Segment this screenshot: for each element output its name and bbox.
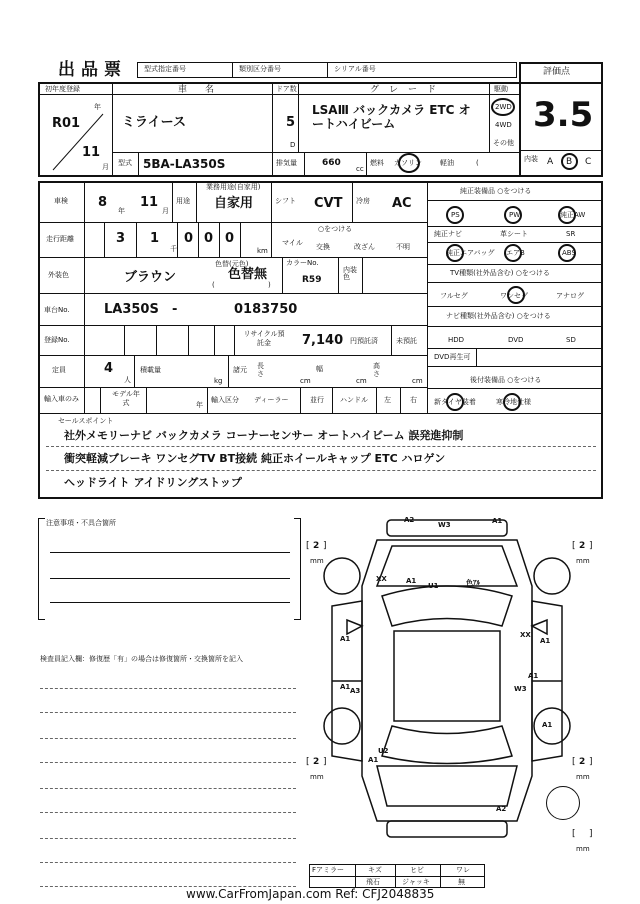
opt-sr: SR bbox=[566, 230, 576, 238]
color-paren-open: ( bbox=[212, 281, 215, 289]
drive-2wd-circle bbox=[491, 98, 515, 116]
vehicle-name: ミライース bbox=[122, 115, 186, 130]
chassis-prefix: LA350S bbox=[104, 302, 159, 317]
tire-tl-close: ] bbox=[323, 541, 327, 551]
opt-abs: ABS bbox=[562, 249, 576, 257]
mark-door-right-3: A1 bbox=[528, 672, 539, 680]
sales-points-line-2: 衝突軽減ブレーキ ワンセグTV BT接続 純正ホイールキャップ ETC ハロゲン bbox=[64, 452, 446, 465]
mark-door-right-2: A1 bbox=[540, 637, 551, 645]
opt-airbag-circle bbox=[446, 244, 464, 262]
tire-tl-open: [ bbox=[306, 541, 310, 551]
after-new-tire-circle bbox=[446, 393, 464, 411]
tv-header: TV種類(社外品含む) ○をつける bbox=[450, 269, 550, 277]
recycle-value: 7,140 bbox=[302, 333, 344, 348]
tv-oneseg-circle bbox=[507, 286, 525, 304]
fuel-value: ガソリン bbox=[394, 159, 422, 167]
serial-box bbox=[327, 62, 517, 78]
sales-points-line-1: 社外メモリーナビ バックカメラ コーナーセンサー オートハイビーム 誤発進抑制 bbox=[64, 429, 464, 442]
category-label: 類別区分番号 bbox=[239, 65, 281, 73]
glass-header-4: ワレ bbox=[456, 866, 470, 874]
navi-dvd: DVD bbox=[508, 336, 524, 344]
model-year-label: モデル年式 bbox=[112, 390, 140, 407]
dims-label: 諸元 bbox=[233, 366, 247, 374]
sales-points-label: セールスポイント bbox=[58, 417, 114, 425]
genuine-header: 純正装備品 ○をつける bbox=[460, 187, 532, 195]
mark-door-left: A1 bbox=[340, 635, 351, 643]
mileage-digit-3: 0 bbox=[184, 231, 194, 246]
first-reg-slash bbox=[48, 112, 108, 172]
kg-unit: kg bbox=[214, 377, 223, 385]
handle-label: ハンドル bbox=[340, 396, 368, 404]
opt-ps: PS bbox=[451, 211, 460, 219]
shift-label: シフト bbox=[275, 197, 296, 205]
usage-header: 業務用途(自家用) bbox=[206, 183, 261, 191]
mileage-digit-1: 3 bbox=[116, 231, 126, 246]
width-unit: cm bbox=[356, 377, 367, 385]
mark-fender-left: XX bbox=[376, 575, 387, 583]
recycle-unit: 円預託済 bbox=[350, 337, 378, 345]
navi-sd: SD bbox=[566, 336, 576, 344]
mark-hood-left: A1 bbox=[406, 577, 417, 585]
person-unit: 人 bbox=[124, 376, 131, 384]
glass-header-1: Fアミラー bbox=[312, 866, 345, 874]
tire-spare-unit: mm bbox=[576, 845, 590, 853]
drive-other: その他 bbox=[493, 139, 514, 147]
tire-spare-close: ] bbox=[589, 829, 593, 839]
shaken-month: 11 bbox=[140, 195, 159, 210]
light-oil-label: 軽油 bbox=[440, 159, 454, 167]
chassis-number: 0183750 bbox=[234, 302, 298, 317]
mark-rear-wheel: A1 bbox=[368, 756, 379, 764]
width-label: 幅 bbox=[316, 365, 323, 373]
tv-oneseg: ワンセグ bbox=[500, 292, 528, 300]
name-label: 車名 bbox=[178, 85, 233, 95]
category-box bbox=[232, 62, 328, 78]
evaluation-label: 評価点 bbox=[543, 67, 571, 77]
mile-label: マイル bbox=[282, 239, 303, 247]
caution-label: 注意事項・不具合箇所 bbox=[46, 519, 116, 527]
mileage-digit-5: 0 bbox=[225, 231, 235, 246]
mark-door-right-1: XX bbox=[520, 631, 531, 639]
watermark-text: www.CarFromJapan.com Ref: CFJ2048835 bbox=[186, 887, 435, 901]
grade-label: グレード bbox=[370, 85, 447, 95]
interior-grade-c: C bbox=[585, 157, 592, 167]
length-label: 長さ bbox=[257, 362, 264, 378]
after-chain-circle bbox=[503, 393, 521, 411]
tv-analog: アナログ bbox=[556, 292, 584, 300]
left-label: 左 bbox=[384, 396, 391, 404]
opt-leather: 革シート bbox=[500, 230, 528, 238]
chassis-dash: - bbox=[172, 302, 178, 317]
paren-open: ( bbox=[476, 159, 479, 167]
sales-points-line-3: ヘッドライト アイドリングストップ bbox=[64, 476, 242, 489]
opt-ewin-circle bbox=[504, 244, 522, 262]
drive-2wd: 2WD bbox=[495, 103, 512, 111]
serial-label: シリアル番号 bbox=[334, 65, 376, 73]
fuel-circle bbox=[398, 153, 420, 173]
mileage-digit-2: 1 bbox=[150, 231, 160, 246]
after-header: 後付装備品 ○をつける bbox=[470, 376, 542, 384]
opt-ewin: エアB bbox=[506, 249, 525, 257]
tire-tr-close: ] bbox=[589, 541, 593, 551]
tire-br-value: 2 bbox=[579, 757, 586, 767]
doors-unit: D bbox=[290, 141, 296, 149]
recycle-not: 未預託 bbox=[396, 337, 417, 345]
glass-header-3: ヒビ bbox=[410, 866, 424, 874]
parallel-label: 並行 bbox=[310, 396, 324, 404]
evaluation-score: 3.5 bbox=[533, 95, 594, 135]
thousand-unit: 千 bbox=[170, 245, 177, 253]
import-label: 輸入車のみ bbox=[44, 395, 79, 403]
tire-br-close: ] bbox=[589, 757, 593, 767]
mark-front-bumper: A2 bbox=[404, 516, 415, 524]
opt-abs-circle bbox=[558, 244, 576, 262]
year-unit: 年 bbox=[94, 103, 101, 111]
navi-header: ナビ種類(社外品含む) ○をつける bbox=[446, 312, 551, 320]
capacity-label: 定員 bbox=[52, 366, 66, 374]
opt-ps-circle bbox=[446, 206, 464, 224]
height-label: 高さ bbox=[373, 362, 380, 378]
reg-no-label: 登録No. bbox=[44, 336, 70, 344]
glass-cell-3: ジャッキ bbox=[402, 878, 430, 886]
shift-value: CVT bbox=[314, 196, 343, 211]
interior-label: 内装 bbox=[524, 155, 538, 163]
opt-aw: 純正AW bbox=[560, 211, 586, 219]
color-value: ブラウン bbox=[124, 270, 177, 285]
recycle-label: リサイクル預託金 bbox=[243, 330, 285, 347]
car-damage-diagram bbox=[322, 516, 582, 856]
opt-pw: PW bbox=[509, 211, 521, 219]
month-unit: 月 bbox=[102, 163, 109, 171]
color-paren-close: ) bbox=[268, 281, 271, 289]
tire-spare-open: [ bbox=[572, 829, 576, 839]
unknown-label: 不明 bbox=[396, 243, 410, 251]
chassis-label: 車台No. bbox=[44, 306, 70, 314]
first-reg-label: 初年度登録 bbox=[45, 85, 80, 93]
drive-label: 駆動 bbox=[494, 85, 508, 93]
after-new-tire: 新タイヤ装着 bbox=[434, 398, 476, 406]
shaken-year: 8 bbox=[98, 195, 108, 210]
tire-tl-value: 2 bbox=[313, 541, 320, 551]
km-unit: km bbox=[257, 247, 268, 255]
right-label: 右 bbox=[410, 396, 417, 404]
usage-value: 自家用 bbox=[214, 196, 254, 211]
tire-tr-open: [ bbox=[572, 541, 576, 551]
mark-rear-quarter: U2 bbox=[378, 747, 389, 755]
spare-tire-icon bbox=[546, 786, 580, 820]
doors-value: 5 bbox=[286, 115, 296, 130]
first-reg-era: R01 bbox=[52, 116, 81, 131]
navi-hdd: HDD bbox=[448, 336, 465, 344]
doors-label: ドア数 bbox=[276, 85, 297, 93]
interior-grade-b: B bbox=[566, 157, 573, 167]
model-value: 5BA-LA350S bbox=[143, 157, 226, 171]
mark-rear-bumper: A2 bbox=[496, 805, 507, 813]
aircon-value: AC bbox=[392, 196, 412, 211]
first-reg-month: 11 bbox=[82, 145, 101, 160]
mileage-label: 走行距離 bbox=[46, 235, 74, 243]
mark-front-center: W3 bbox=[438, 521, 451, 529]
shaken-month-unit: 月 bbox=[162, 207, 169, 215]
tire-tr-unit: mm bbox=[576, 557, 590, 565]
mark-door-right-4: W3 bbox=[514, 685, 527, 693]
tire-bl-close: ] bbox=[323, 757, 327, 767]
opt-airbag: 純正エアバッグ bbox=[446, 249, 495, 257]
tire-br-open: [ bbox=[572, 757, 576, 767]
swap-label: 交換 bbox=[316, 243, 330, 251]
model-year-suffix: 年 bbox=[196, 401, 203, 409]
mileage-check-label: ○をつける bbox=[318, 225, 353, 233]
interior-color-label: 内装色 bbox=[343, 266, 357, 281]
glass-header-2: キズ bbox=[368, 866, 382, 874]
mark-hood-center: U1 bbox=[428, 582, 439, 590]
mark-rear-left-2: A1 bbox=[340, 683, 351, 691]
color-change-value: 色替無 bbox=[228, 267, 268, 282]
tire-br-unit: mm bbox=[576, 773, 590, 781]
tire-bl-open: [ bbox=[306, 757, 310, 767]
shaken-label: 車検 bbox=[54, 197, 68, 205]
shaken-year-unit: 年 bbox=[118, 207, 125, 215]
tire-tl-unit: mm bbox=[310, 557, 324, 565]
color-change-label: 色替(元色) bbox=[215, 260, 249, 268]
mark-rear-right: A1 bbox=[542, 721, 553, 729]
mark-front-right: A1 bbox=[492, 517, 503, 525]
displacement-unit: cc bbox=[356, 165, 364, 173]
import-cat-label: 輸入区分 bbox=[211, 396, 239, 404]
drive-4wd: 4WD bbox=[495, 121, 512, 129]
capacity-value: 4 bbox=[104, 361, 114, 376]
color-no-label: カラーNo. bbox=[286, 259, 319, 267]
interior-grade-a: A bbox=[547, 157, 554, 167]
model-code-label: 型式指定番号 bbox=[144, 65, 186, 73]
inspector-label: 検査員記入欄：修復歴「有」の場合は修復箇所・交換箇所を記入 bbox=[40, 655, 243, 663]
glass-cell-2: 飛石 bbox=[366, 878, 380, 886]
tv-fullseg: フルセグ bbox=[440, 292, 468, 300]
displacement-value: 660 bbox=[322, 158, 341, 168]
altered-label: 改ざん bbox=[354, 243, 375, 251]
dealer-label: ディーラー bbox=[254, 396, 289, 404]
fuel-label: 燃料 bbox=[370, 159, 384, 167]
opt-aw-circle bbox=[558, 206, 576, 224]
usage-label: 用途 bbox=[176, 197, 190, 205]
opt-navi: 純正ナビ bbox=[434, 230, 462, 238]
model-code-box bbox=[137, 62, 233, 78]
length-unit: cm bbox=[300, 377, 311, 385]
displacement-label: 排気量 bbox=[276, 159, 297, 167]
mark-hood-right: 色ｱﾙ bbox=[466, 579, 480, 587]
tire-tr-value: 2 bbox=[579, 541, 586, 551]
grade-value: LSAⅢ バックカメラ ETC オートハイビーム bbox=[312, 103, 471, 131]
tire-bl-value: 2 bbox=[313, 757, 320, 767]
tire-bl-unit: mm bbox=[310, 773, 324, 781]
color-no-value: R59 bbox=[302, 275, 322, 285]
mileage-digit-4: 0 bbox=[204, 231, 214, 246]
navi-dvd-play: DVD再生可 bbox=[434, 353, 471, 361]
load-label: 積載量 bbox=[140, 366, 161, 374]
opt-pw-circle bbox=[504, 206, 522, 224]
glass-cell-4: 無 bbox=[458, 878, 465, 886]
interior-b-circle bbox=[561, 153, 578, 170]
model-label: 型式 bbox=[118, 159, 132, 167]
height-unit: cm bbox=[412, 377, 423, 385]
color-label: 外装色 bbox=[48, 271, 69, 279]
after-chain: 寒冷地仕様 bbox=[496, 398, 531, 406]
mark-rear-left: A3 bbox=[350, 687, 361, 695]
aircon-label: 冷房 bbox=[356, 197, 370, 205]
sheet-title: 出品票 bbox=[58, 60, 127, 80]
